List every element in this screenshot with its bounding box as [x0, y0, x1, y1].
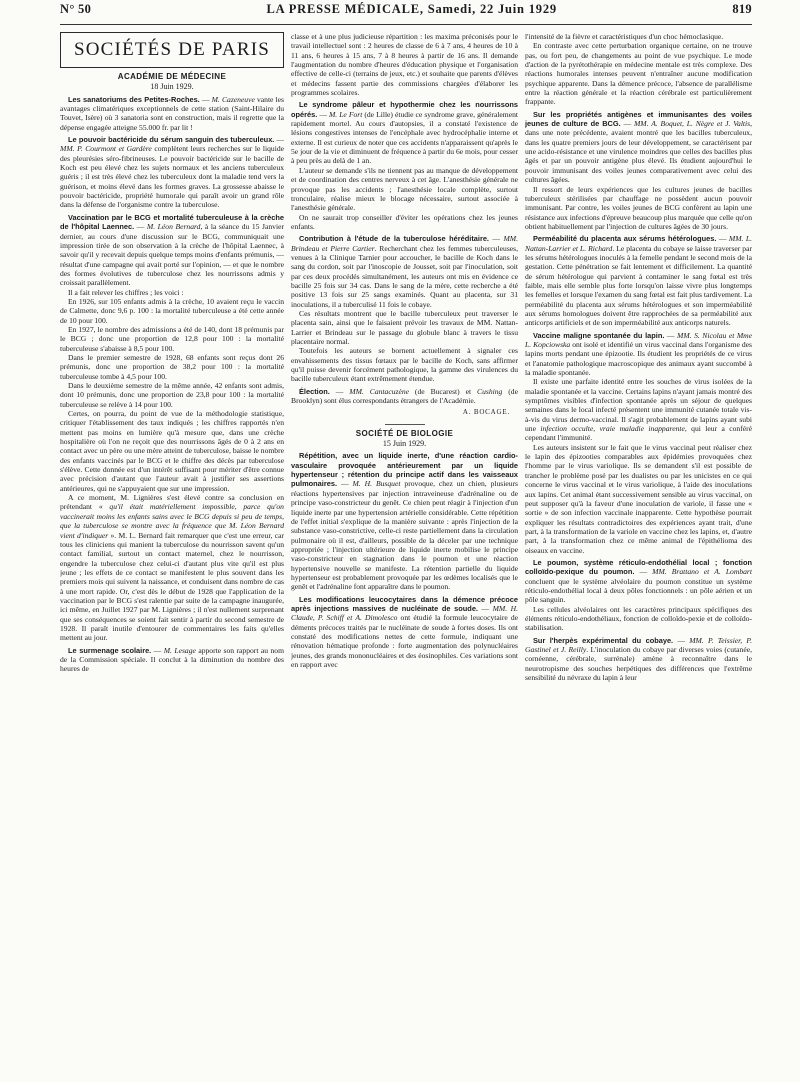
entry-author: M. Léon Bernard [146, 222, 201, 232]
academy-section-date: 18 Juin 1929. [150, 82, 194, 92]
entry-author: MM. S. Nicolau et Mme L. Kopciowska [525, 330, 752, 349]
article-columns [60, 32, 752, 1072]
paragraph: L'auteur se demande s'ils ne tiennent pas au manque de développement et de coordination des centres nerveux à cet âge. L'anesthésie générale ne provoque pas les accidents ; l'anesthésie locale complète, surtout tronculaire, réalise mieux le blocage nécessaire, surtout associée à l'anesthésie générale. [291, 165, 518, 213]
entry-author: Cushing [477, 386, 503, 396]
paragraph: Dans le premier semestre de 1928, 68 enfants sont reçus dont 26 prémunis, donc une proportion de 38,2 pour 100 : la mortalité tuberculeuse tombe à 4,5 pour 100. [60, 352, 284, 381]
entry-author: MM. L. Nattan-Larrier et L. Richard [525, 234, 752, 253]
entry-body: , à la séance du 15 Janvier dernier, au cours d'une discussion sur le BCG, communiquait une impression tirée de son observation à la crèche de l'hôpital Laennec, à savoir qu'il y recevait depuis quelque temps moins d'enfants prémunis, — résultat d'une campagne qui avait porté sur l'opinion, — et que le nombre des formes évolutives de tuberculose chez les nourrissons admis y croissait parallèlement. [60, 222, 284, 288]
entry-author: MM. Brindeau et Pierre Cartier [291, 234, 518, 253]
entry-body: ont étudié la formule leucocytaire de déments précoces traités par le nucléinate de soude à fortes doses. Ils ont constaté des modifications nettes de cette formule, indiquant une rénovation hématique profonde : forte augmentation des polynucléaires jeunes, des grands mononucléaires et des éosinophiles. Ces variations sont en rapport avec [291, 613, 518, 669]
entry-title: Répétition, avec un liquide inerte, d'une réaction cardio-vasculaire provoquée antérieurement par un liquide hypertenseur ; rétention du principe actif dans les vaisseaux pulmonaires. [291, 451, 518, 489]
entry-title: Perméabilité du placenta aux sérums hétérologues. [533, 234, 717, 244]
entry-surmenage: Le surmenage scolaire. — M. Lesage apporte son rapport au nom de la Commission spéciale. Il conclut à la diminution du nombre des heures de [60, 645, 284, 674]
paragraph: En 1927, le nombre des admissions a été de 140, dont 18 prémunis par le BCG ; donc une proportion de 12,8 pour 100 : la mortalité tuberculeuse s'abaisse à 8,5 pour 100. [60, 324, 284, 353]
entry-author: M. H. Busquet [352, 479, 401, 489]
column-3 [525, 32, 752, 1072]
entry-author: M. Cazeneuve [211, 94, 255, 104]
paragraph: Il a fait relever les chiffres ; les voici : [68, 287, 184, 297]
entry-title: Le poumon, système réticulo-endothélial local ; fonction colloïdo-pexique du poumon. [525, 557, 752, 577]
paragraph-continued: l'intensité de la fièvre et caractéristiques d'un choc hémoclasique. [525, 32, 724, 41]
entry-title: Le pouvoir bactéricide du sérum sanguin des tuberculeux. [68, 135, 275, 145]
publication-title: LA PRESSE MÉDICALE, Samedi, 22 Juin 1929 [266, 2, 557, 16]
section-divider [385, 424, 425, 425]
entry-syndrome: Le syndrome pâleur et hypothermie chez les nourrissons opérés. — M. Le Fort (de Lille) étudie ce syndrome grave, généralement rapidement mortel. Au cours d'autopsies, il a constaté l'existence de lésions congestives intenses de l'encéphale avec hydrocéphalie interne et externe. Il est curieux de noter que ces accidents n'apparaissent qu'après le 5e jour de la vie et diminuent de fréquence à partir du 6e mois, pour cesser à peu près au delà de 1 an. [291, 100, 518, 166]
paragraph [60, 493, 284, 643]
column-1 [60, 32, 284, 1072]
paragraph-continued: classe et à une plus judicieuse répartition : les maxima préconisés pour le travail intellectuel sont : 2 heures de classe de 6 à 7 ans, 4 heures de 10 à 11 ans, 6 heures à 15 ans, 7 à 8 heures à partir de 16 ans. Il demande l'augmentation du nombre d'heures d'éducation physique et l'organisation effective de celle-ci (terrains de jeux, etc.) et souhaite que parents d'élèves et médecins fassent partie des commissions chargées d'élaborer les programmes scolaires. [291, 32, 518, 98]
entry-body: , dans une note précédente, avaient montré que les bacilles tuberculeux, dans les quatre premiers jours de leur développement, se caractérisent par une acido-résistance et une virulence moindres que celles des bacilles plus âgés et par un pouvoir antigène plus élevé. Ils étudient aujourd'hui le pouvoir immunisant des voiles jeunes comparativement avec celui des cultures âgées. [525, 119, 752, 185]
entry-title: Les modifications leucocytaires dans la démence précoce après injections massives de nucléinate de soude. [291, 594, 518, 613]
entry-author: MM. P. Courmont et Gardère [60, 144, 152, 154]
entry-title: Les sanatoriums des Petites-Roches. [68, 94, 200, 104]
paragraph: On ne saurait trop conseiller d'éviter les opérations chez les jeunes enfants. [291, 212, 518, 231]
entry-vaccine: Vaccine maligne spontanée du lapin. — MM. S. Nicolau et Mme L. Kopciowska ont isolé et identifié un virus vaccinal dans l'organisme des lapins morts pendant une épizootie. Ils étudient les propriétés de ce virus et l'anatomie pathologique macroscopique des animaux ayant succombé à la maladie spontanée. [525, 330, 752, 378]
entry-author: MM. P. Teissier, P. Gastinel et J. Reilly [525, 635, 752, 654]
entry-title: Vaccination par le BCG et mortalité tuberculeuse à la crèche de l'hôpital Laennec. [60, 212, 284, 232]
paragraph [525, 377, 752, 442]
paragraph: En contraste avec cette perturbation organique certaine, on ne trouve pas, ou fort peu, de changements au point de vue psychique. Le mode d'action de la pyrétothérapie en médecine mentale est très complexe. Des réactions humorales intenses peuvent n'entraîner aucune modification psychique apparente. Dans la démence précoce, l'absence de parallélisme entre la réaction générale et la réaction cérébrale est particulièrement frappante. [525, 41, 752, 107]
entry-heredity: Contribution à l'étude de la tuberculose héréditaire. — MM. Brindeau et Pierre Cartier. Recherchant chez les femmes tuberculeuses, venues à la Clinique Tarnier pour accoucher, le bacille de Koch dans le sang du cordon, soit par l'inoscopie de Jousset, soit par l'inoculation, soit par ces deux procédés simultanément, les auteurs ont mis en évidence ce bacille 25 fois sur 34 cas. Dans le sang de la mère, cette recherche a été positive 13 fois sur 25 sangs examinés. Quant au placenta, sur 31 inoculations, il a tuberculisé 11 fois le cobaye. [291, 234, 518, 309]
entry-body: . L'inoculation du cobaye par diverses voies (cutanée, cornéenne, cérébrale, surrénale) amène à reconnaître dans le neurotropisme des souches herpétiques des différences que l'extrême sensibilité du névraxe du lapin à leur [525, 645, 752, 683]
header-rule [60, 24, 752, 25]
entry-body: (de Brooklyn) sont élus correspondants étrangers de l'Académie. [291, 386, 518, 406]
entry-title: Le surmenage scolaire. [68, 645, 152, 655]
entry-author: MM. H. Claude, P. Schiff et A. Dimolesco [291, 603, 518, 623]
page-number: 819 [732, 2, 752, 16]
paragraph: Les cellules alvéolaires ont les caractères principaux spécifiques des éléments réticulo-endothéliaux, fonction de colloïdo-pexie et de colloïdo-stabilisation. [525, 604, 752, 633]
issue-number: N° 50 [60, 2, 92, 16]
entry-body: . Recherchant chez les femmes tuberculeuses, venues à la Clinique Tarnier pour accoucher, le bacille de Koch dans le sang du cordon, soit par l'inoscopie de Jousset, soit par l'inoculation, soit par ces deux procédés simultanément, les auteurs ont mis en évidence ce bacille 25 fois sur 34 cas. Dans le sang de la mère, cette recherche a été positive 13 fois sur 25 sangs examinés. Quant au placenta, sur 31 inoculations, il a tuberculisé 11 fois le cobaye. [291, 243, 518, 309]
paragraph-text: ». M. L. Bernard fait remarquer que c'est une erreur, car tous les cliniciens qui manient la tuberculose du nourrisson savent qu'un contact familial, surtout un contact maternel, chez le nourrisson, engendre la tuberculose chez celui-ci d'autant plus vite qu'il est plus jeune ; les effets de ce contact se manifestent le plus souvent dans les premiers mois qui suivent la naissance, et conduisent dans nombre de cas à une mort rapide. Or, c'est dès le début de 1928 que l'application de la vaccination par le BCG s'est ralentie par suite de la campagne inaugurée, ici même, en Juillet 1927 par M. Lignières ; il n'est nullement surprenant que ses conséquences se soient fait sentir à partir du second semestre de 1928. Il paraît inutile d'entourer de commentaires les faits qu'elles mettent au jour. [60, 530, 284, 643]
entry-author: M. Le Fort [328, 109, 363, 119]
entry-title: Sur les propriétés antigènes et immunisantes des voiles jeunes de culture de BCG. [525, 109, 752, 129]
entry-body: complètent leurs recherches sur le liquide des pleurésies séro-fibrineuses. Le pouvoir bactéricide sur le bacille de Koch est peu élevé chez les sujets normaux et les anciens tuberculeux guéris ; il est très élevé chez les tuberculeux dont la maladie tend vers la guérison, et moins élevé dans les formes graves. La grossesse abaisse le pouvoir bactéricide, propriété humorale qui paraît avoir un grand rôle dans la défense de l'organisme contre la tuberculose. [60, 144, 284, 210]
paragraph: Dans le deuxième semestre de la même année, 42 enfants sont admis, dont 10 prémunis, donc une proportion de 23,8 pour 100 : la mortalité tuberculeuse se relève à 14 pour 100. [60, 381, 284, 409]
academy-section-title: ACADÉMIE DE MÉDECINE [117, 72, 227, 81]
entry-body: apporte son rapport au nom de la Commission spéciale. Il conclut à la diminution du nombre des heures de [60, 645, 284, 674]
entry-repetition: Répétition, avec un liquide inerte, d'une réaction cardio-vasculaire provoquée antérieurement par un liquide hypertenseur ; rétention du principe actif dans les vaisseaux pulmonaires. — M. H. Busquet provoque, chez un chien, plusieurs réactions hypertensives par injection intraveineuse d'adrénaline ou de principe vaso-constricteur du genêt. Ce chien peut réagir à l'injection d'un liquide inerte par une hypertension artérielle considérable. Cette répétition de l'effet initial s'explique de la manière suivante : après l'injection de la substance vaso-constrictive, celle-ci reste partiellement dans la circulation pulmonaire où il est, d'ailleurs, possible de la déceler par une technique appropriée ; l'injection ultérieure de liquide inerte mobilise le principe vaso-constricteur en stagnation dans le poumon et une réaction hypertensive nouvelle se manifeste. La rétention partielle du liquide hypertenseur est probablement provoquée par les œdèmes localisés que le genêt et l'adrénaline font apparaître dans le poumon. [291, 451, 518, 592]
paragraph: En 1926, sur 105 enfants admis à la crèche, 10 avaient reçu le vaccin de Calmette, donc 9,6 p. 100 : la mortalité tuberculeuse a été cette année de 10 pour 100. [60, 296, 284, 325]
entry-election: Élection. — MM. Cantacuzène (de Bucarest) et Cushing (de Brooklyn) sont élus correspondants étrangers de l'Académie. [291, 386, 518, 406]
column-2 [291, 32, 518, 1072]
paragraph: Toutefois les auteurs se bornent actuellement à signaler ces envahissements des tissus fœtaux par le bacille de Koch, sans affirmer qu'il puisse devenir forcément pathologique, la gamme des virulences du bacille tuberculeux étant extrêmement étendue. [291, 346, 518, 384]
entry-author: M. Lesage [163, 645, 196, 655]
quotation: qu'il était matériellement impossible, parce qu'on vaccinerait moins les enfants sains avec le BCG depuis si peu de temps, que la tuberculose se montre avec la fréquence que M. Léon Bernard vient d'indiquer [60, 502, 284, 540]
paragraph-text: A ce moment, M. Lignières s'est élevé contre sa conclusion en prétendant « [60, 493, 284, 512]
entry-author: MM. A. Boquet, L. Nègre et J. Valtis [633, 119, 751, 129]
paragraph: Il ressort de leurs expériences que les cultures jeunes de bacilles tuberculeux stérilisées par chauffage ne possèdent aucun pouvoir immunisant. Par contre, les voiles jeunes de BCG confèrent au lapin une résistance aux infections d'épreuve beaucoup plus marquée que celle qu'on obtient habituellement par l'injection de cultures âgées de 30 jours. [525, 184, 752, 231]
entry-body: vante les avantages climatériques exceptionnels de cette station (Saint-Hilaire du Touvet, Isère) où 3 sanatoria sont en construction, mais il regrette que la dépense engagée atteigne 55.000 fr. par lit ! [60, 94, 284, 132]
entry-herpes: Sur l'herpès expérimental du cobaye. — MM. P. Teissier, P. Gastinel et J. Reilly. L'inoculation du cobaye par diverses voies (cutanée, cornéenne, cérébrale, surrénale) amène à reconnaître dans le neurotropisme des souches herpétiques des différences que l'extrême sensibilité du névraxe du lapin à leur [525, 635, 752, 683]
paragraph-text: , qui leur a conféré cependant l'immunité. [525, 424, 752, 443]
entry-sanatoriums: Les sanatoriums des Petites-Roches. — M. Cazeneuve vante les avantages climatériques exceptionnels de cette station (Saint-Hilaire du Touvet, Isère) où 3 sanatoria sont en construction, mais il regrette que la dépense engagée atteigne 55.000 fr. par lit ! [60, 94, 284, 132]
entry-leucocytes: Les modifications leucocytaires dans la démence précoce après injections massives de nucléinate de soude. — MM. H. Claude, P. Schiff et A. Dimolesco ont étudié la formule leucocytaire de déments précoces traités par le nucléinate de soude à fortes doses. Ils ont constaté des modifications nettes de cette formule, indiquant une rénovation hématique profonde : forte augmentation des polynucléaires jeunes, des grands mononucléaires et des éosinophiles. Ces variations sont en rapport avec [291, 594, 518, 669]
entry-poumon: Le poumon, système réticulo-endothélial local ; fonction colloïdo-pexique du poumon. — MM. Brattano et A. Lombart concluent que le système alvéolaire du poumon constitue un système réticulo-endothélial local à deux pôles fonctionnels : un pôle aérien et un pôle sanguin. [525, 557, 752, 605]
entry-antigenes: Sur les propriétés antigènes et immunisantes des voiles jeunes de culture de BCG. — MM. A. Boquet, L. Nègre et J. Valtis, dans une note précédente, avaient montré que les bacilles tuberculeux, dans les quatre premiers jours de leur développement, se caractérisent par une acido-résistance et une virulence moindres que celles des bacilles plus âgés et par un pouvoir antigène plus élevé. Ils étudient aujourd'hui le pouvoir immunisant des voiles jeunes comparativement avec celui des cultures âgées. [525, 109, 752, 185]
biology-section-title: SOCIÉTÉ DE BIOLOGIE [355, 428, 454, 438]
entry-author: MM. Cantacuzène [349, 386, 409, 396]
signature: A. BOCAGE. [462, 408, 510, 417]
paragraph: Ces résultats montrent que le bacille tuberculeux peut traverser le placenta sain, ainsi que le faisaient prévoir les travaux de MM. Nattan-Larrier et Brindeau sur le passage du globule blanc à travers le tissu placentaire normal. [291, 308, 518, 346]
entry-body: (de Lille) étudie ce syndrome grave, généralement rapidement mortel. Au cours d'autopsies, il a constaté l'existence de lésions congestives intenses de l'encéphale avec hydrocéphalie interne et externe. Il est curieux de noter que ces accidents n'apparaissent qu'après le 5e jour de la vie et diminuent de fréquence à partir du 6e mois, pour cesser à peu près au delà de 1 an. [291, 109, 518, 166]
entry-body: (de Bucarest) et [409, 386, 478, 396]
entry-body: concluent que le système alvéolaire du poumon constitue un système réticulo-endothélial local à deux pôles fonctionnels : un pôle aérien et un pôle sanguin. [525, 576, 752, 605]
entry-title: Sur l'herpès expérimental du cobaye. [533, 635, 674, 645]
entry-bactericide: Le pouvoir bactéricide du sérum sanguin des tuberculeux. — MM. P. Courmont et Gardère complètent leurs recherches sur le liquide des pleurésies séro-fibrineuses. Le pouvoir bactéricide sur le bacille de Koch est peu élevé chez les sujets normaux et les anciens tuberculeux guéris ; il est très élevé chez les tuberculeux dont la maladie tend vers la guérison, et moins élevé dans les formes graves. La grossesse abaisse le pouvoir bactéricide, propriété humorale qui paraît avoir un grand rôle dans la défense de l'organisme contre la tuberculose. [60, 135, 284, 210]
entry-title: Élection. [299, 386, 330, 396]
entry-vaccination: Vaccination par le BCG et mortalité tuberculeuse à la crèche de l'hôpital Laennec. — M. Léon Bernard, à la séance du 15 Janvier dernier, au cours d'une discussion sur le BCG, communiquait une impression tirée de son observation à la crèche de l'hôpital Laennec, à savoir qu'il y recevait depuis quelque temps moins d'enfants prémunis, — résultat d'une campagne qui avait porté sur l'opinion, — et que le nombre des formes évolutives de tuberculose chez les nourrissons admis y croissait parallèlement. [60, 212, 284, 288]
entry-body: ont isolé et identifié un virus vaccinal dans l'organisme des lapins morts pendant une épizootie. Ils étudient les propriétés de ce virus et l'anatomie pathologique macroscopique des animaux ayant succombé à la maladie spontanée. [525, 340, 752, 378]
entry-title: Vaccine maligne spontanée du lapin. [533, 330, 665, 340]
societies-banner: SOCIÉTÉS DE PARIS [60, 32, 284, 68]
entry-body: provoque, chez un chien, plusieurs réactions hypertensives par injection intraveineuse d'adrénaline ou de principe vaso-constricteur du genêt. Ce chien peut réagir à l'injection d'un liquide inerte par une hypertension artérielle considérable. Cette répétition de l'effet initial s'explique de la manière suivante : après l'injection de la substance vaso-constrictive, celle-ci reste partiellement dans la circulation pulmonaire où il est, d'ailleurs, possible de la déceler par une technique appropriée ; l'injection ultérieure de liquide inerte mobilise le principe vaso-constricteur en stagnation dans le poumon et une réaction hypertensive nouvelle se manifeste. La rétention partielle du liquide hypertenseur est probablement provoquée par les œdèmes localisés que le genêt et l'adrénaline font apparaître dans le poumon. [291, 479, 518, 592]
biology-section-date: 15 Juin 1929. [382, 439, 427, 449]
entry-author: MM. Brattano et A. Lombart [652, 567, 752, 577]
entry-title: Contribution à l'étude de la tuberculose héréditaire. [299, 234, 489, 244]
paragraph-text: Il existe une parfaite identité entre les souches de virus isolées de la maladie spontanée et la vaccine. Certains lapins n'ayant jamais montré des symptômes visibles d'infection spontanée après un séjour de quelques semaines dans le local infecté présentent une immunité cutanée totale vis-à-vis du virus dermo-vaccinal. Il s'agit probablement de lapins ayant subi une [525, 377, 752, 434]
paragraph: Les auteurs insistent sur le fait que le virus vaccinal peut réaliser chez le lapin des épizooties comparables aux épidémies provoquées chez l'homme par le virus variolique. Ils se demandent s'il est possible de trancher le problème posé par les dualistes ou par les unicistes en ce qui concerne le virus vaccinal et le virus variolique, à l'aide des inoculations aux lapins. Cet animal étant successivement sensible au virus vaccinal, on peut supposer qu'à la faveur d'une inoculation de variole, il fasse une « sortie » de son infection vaccinale inapparente. Cette hypothèse pourrait expliquer les résultats contradictoires des expériences ayant trait, d'une part, à la transformation de la variole en vaccine chez les lapins, et, d'autre part, à la transformation chez ce même animal de l'épithélioma des oiseaux en vaccine. [525, 442, 752, 555]
entry-placenta: Perméabilité du placenta aux sérums hétérologues. — MM. L. Nattan-Larrier et L. Richard. Le placenta du cobaye se laisse traverser par les sérums hétérologues inoculés à la femelle pendant le second mois de la gestation. Cette pénétration se fait lentement et difficilement. La quantité de sérum hétérologue qui parvient à contaminer le sang fœtal est très faible, mais elle semble plus forte lorsqu'on laisse vivre plus longtemps les femelles et lorsque l'examen du sang fœtal est fait plus tardivement. La perméabilité du placenta aux sérums hétérologues et son imperméabilité aux sérums homologues doivent être rapprochées de sa perméabilité aux anticorps artificiels et de son imperméabilité aux anticorps naturels. [525, 234, 752, 328]
running-head [60, 2, 752, 22]
entry-title: Le syndrome pâleur et hypothermie chez les nourrissons opérés. [291, 100, 518, 119]
emphasis: infection occulte, vraie maladie inapparente [540, 424, 685, 434]
paragraph: Certes, on pourra, du point de vue de la méthodologie statistique, critiquer l'établissement des taux indiqués ; les chiffres rapportés n'en mettent pas moins en lumière qu'à mesure que, dans une crèche hospitalière où l'on ne reçoit que des nourrissons âgés de 0 à 2 ans en contact avec un père ou une mère atteint de tuberculose, baisse le nombre des enfants vaccinés par le BCG et le chiffre des décès par tuberculose s'élève. Cette donnée est d'un intérêt suffisant pour mériter d'être connue avec précision d'autant que l'auteur avait à justifier ses assertions antérieures, qui ne s'appuyaient que sur une impression. [60, 409, 284, 493]
entry-body: . Le placenta du cobaye se laisse traverser par les sérums hétérologues inoculés à la femelle pendant le second mois de la gestation. Cette pénétration se fait lentement et difficilement. La quantité de sérum hétérologue qui parvient à contaminer le sang fœtal est très faible, mais elle semble plus forte lorsqu'on laisse vivre plus longtemps les femelles et lorsque l'examen du sang fœtal est fait plus tardivement. La perméabilité du placenta aux sérums hétérologues et son imperméabilité aux sérums homologues doivent être rapprochées de sa perméabilité aux anticorps artificiels et de son imperméabilité aux anticorps naturels. [525, 243, 752, 328]
